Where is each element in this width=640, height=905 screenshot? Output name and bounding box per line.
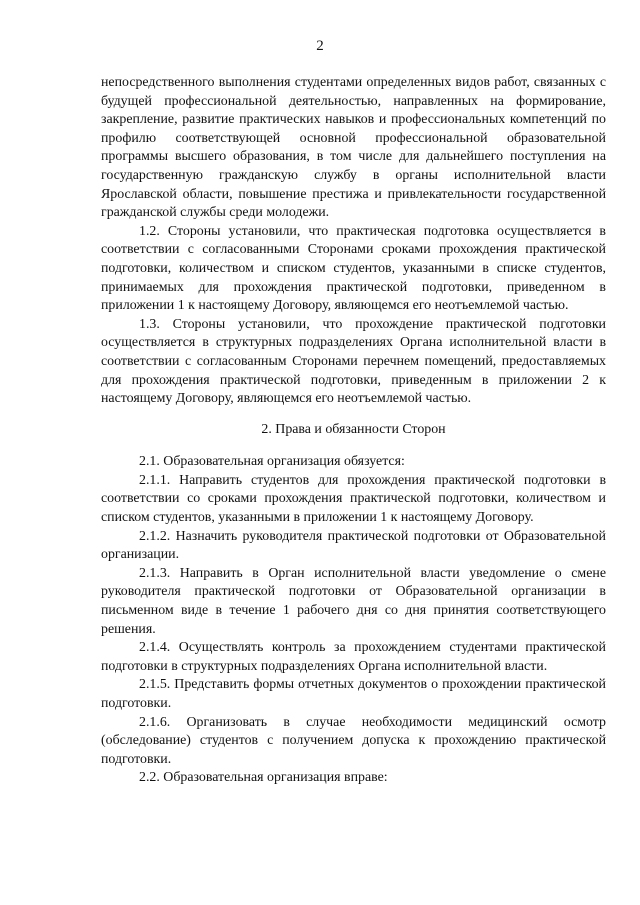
paragraph-2-1-4: 2.1.4. Осуществлять контроль за прохождением студентами практической подготовки в структурных подразделениях Органа исполнительной власти. — [101, 640, 606, 674]
paragraph-2-1-5: 2.1.5. Представить формы отчетных документов о прохождении практической подготовки. — [101, 677, 606, 711]
paragraph-2-1: 2.1. Образовательная организация обязуется: — [139, 454, 405, 470]
paragraph-2-1-6: 2.1.6. Организовать в случае необходимости медицинский осмотр (обследование) студентов с получением допуска к прохождению практической подготовки. — [101, 714, 606, 767]
paragraph-2-1-2: 2.1.2. Назначить руководителя практической подготовки от Образовательной организации. — [101, 528, 606, 563]
paragraph-2-2: 2.2. Образовательная организация вправе: — [139, 770, 388, 786]
paragraph-1-2: 1.2. Стороны установили, что практическая подготовка осуществляется в соответствии с согласованными Сторонами сроками прохождения практической подготовки, количеством и списком студентов, указанными в списке студентов, принимаемых для прохождения практической подготовки, приведенном в приложении 1 к настоящему Договору, являющемся его неотъемлемой частью. — [101, 223, 606, 314]
page-number: 2 — [316, 38, 324, 54]
paragraph-1-3: 1.3. Стороны установили, что прохождение практической подготовки осуществляется в структурных подразделениях Органа исполнительной власти в соответствии с согласованным Сторонами перечнем помещений, предоставляемых для прохождения практической подготовки, приведенным в приложении 2 к настоящему Договору, являющемся его неотъемлемой частью. — [101, 316, 606, 407]
document-body — [101, 74, 606, 788]
paragraph-2-1-1: 2.1.1. Направить студентов для прохождения практической подготовки в соответствии со сроками прохождения практической подготовки, количеством и списком студентов, указанными в приложении 1 к настоящему Договору. — [101, 472, 606, 526]
paragraph-continuation: непосредственного выполнения студентами определенных видов работ, связанных с будущей профессиональной деятельностью, направленных на формирование, закрепление, развитие практических навыков и профессиональных компетенций по профилю соответствующей основной профессиональной образовательной программы высшего образования, в том числе для дальнейшего поступления на государственную гражданскую службу в органы исполнительной власти Ярославской области, повышение престижа и привлекательности государственной гражданской службы среди молодежи. — [101, 75, 606, 221]
paragraph-2-1-3: 2.1.3. Направить в Орган исполнительной власти уведомление о смене руководителя практической подготовки от Образовательной организации в письменном виде в течение 1 рабочего дня со дня принятия соответствующего решения. — [101, 565, 606, 637]
section-heading: 2. Права и обязанности Сторон — [261, 421, 446, 437]
